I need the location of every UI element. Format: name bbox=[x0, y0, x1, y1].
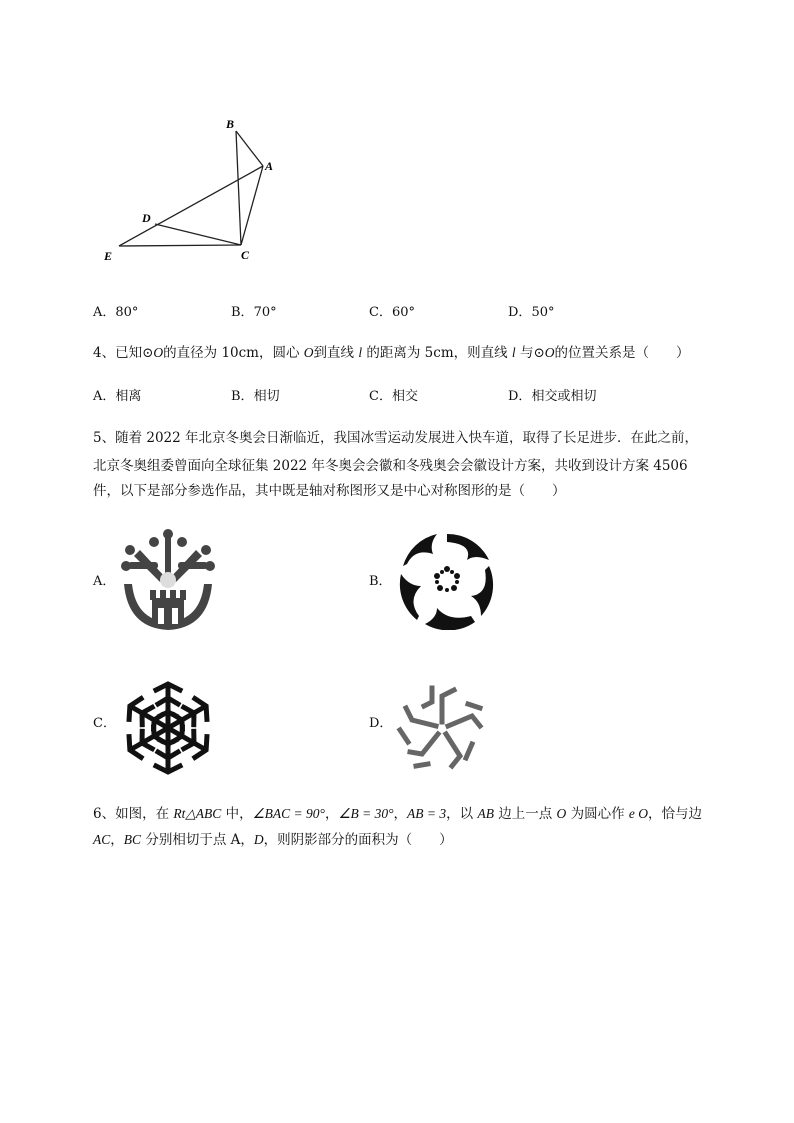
q4-text: 的位置关系是（ ） bbox=[554, 345, 690, 361]
q6-text: ，以 bbox=[446, 806, 478, 822]
option-text: 相切 bbox=[253, 389, 280, 404]
option-key: D． bbox=[508, 305, 532, 320]
option-key: C． bbox=[369, 305, 392, 320]
option-text: 相交 bbox=[391, 389, 418, 404]
snowflake-emblem-a-image bbox=[120, 528, 216, 632]
option-text: 相交或相切 bbox=[531, 389, 597, 404]
option-key: B． bbox=[231, 389, 254, 404]
q4-option-d bbox=[508, 385, 596, 409]
q6-angle-bac: ∠BAC = 90° bbox=[252, 806, 325, 821]
segment-ba bbox=[236, 131, 263, 166]
pinwheel-emblem-d-image bbox=[396, 682, 488, 772]
q6-var-bc: BC bbox=[123, 832, 142, 847]
snowflake-emblem-c-image bbox=[120, 680, 216, 776]
q4-option-c bbox=[369, 385, 418, 409]
q6-text: ， bbox=[110, 832, 124, 848]
q4-option-b bbox=[231, 385, 280, 409]
q6-angle-b: ∠B = 30° bbox=[338, 806, 394, 821]
q4-text: 与⊙ bbox=[515, 345, 545, 361]
segment-ea bbox=[119, 166, 263, 246]
option-key: A． bbox=[93, 305, 116, 320]
flower-emblem-b-image bbox=[397, 530, 497, 630]
q5-option-d-key: D． bbox=[369, 716, 393, 731]
q6-text: ，恰与边 bbox=[648, 806, 703, 822]
q6-text: ， bbox=[393, 806, 408, 822]
q5-option-a-key: A． bbox=[93, 574, 116, 589]
q6-text: 6、如图，在 bbox=[93, 806, 174, 822]
q5-line-1: 5、随着 2022 年北京冬奥会日渐临近，我国冰雪运动发展进入快车道，取得了长足进步．在此之前， bbox=[93, 430, 699, 446]
q6-text: 中， bbox=[221, 806, 253, 822]
segment-dc bbox=[155, 224, 241, 245]
segment-ac bbox=[241, 166, 263, 245]
option-key: C． bbox=[369, 389, 392, 404]
q4-var-o: O bbox=[303, 345, 314, 360]
q6-text: ，则阴影部分的面积为（ ） bbox=[263, 832, 453, 848]
q6-text: ， bbox=[324, 806, 339, 822]
q6-text: 分别相切于点 A， bbox=[141, 832, 254, 848]
q5-line-2: 北京冬奥组委曾面向全球征集 2022 年冬奥会会徽和冬残奥会会徽设计方案，共收到设计方案 4506 bbox=[93, 458, 688, 474]
q6-var-ac: AC bbox=[93, 832, 111, 847]
label-c: C bbox=[241, 248, 250, 262]
q3-option-c bbox=[369, 301, 415, 325]
segment-bc bbox=[236, 131, 241, 245]
q4-text: 的距离为 5cm，则直线 bbox=[362, 345, 512, 361]
label-b: B bbox=[226, 117, 235, 131]
q6-var-ab: AB bbox=[477, 806, 494, 821]
q6-triangle: Rt△ABC bbox=[173, 806, 222, 821]
q5-option-c-key: C． bbox=[93, 716, 116, 731]
q6-ab-length: AB = 3 bbox=[407, 806, 447, 821]
q3-geometry-figure bbox=[95, 110, 295, 270]
q6-line-1 bbox=[93, 802, 702, 826]
segment-ec bbox=[119, 245, 241, 246]
label-e: E bbox=[104, 249, 113, 263]
q6-var-d: D bbox=[253, 832, 264, 847]
q4-var-l: l bbox=[511, 345, 516, 360]
option-text: 60° bbox=[391, 305, 415, 320]
q3-option-d bbox=[508, 301, 554, 325]
option-text: 相离 bbox=[115, 389, 142, 404]
q3-option-b bbox=[231, 301, 277, 325]
q4-var-o: O bbox=[153, 345, 164, 360]
q6-line-2 bbox=[93, 828, 453, 852]
q6-circle-o: e O bbox=[628, 806, 649, 821]
label-d: D bbox=[142, 211, 151, 225]
q3-option-a bbox=[93, 301, 138, 325]
q4-var-o: O bbox=[544, 345, 555, 360]
q6-var-o: O bbox=[556, 806, 567, 821]
q5-option-b-key: B． bbox=[369, 574, 392, 589]
q6-text: 为圆心作 bbox=[566, 806, 629, 822]
option-key: D． bbox=[508, 389, 532, 404]
q4-text: 的直径为 10cm，圆心 bbox=[163, 345, 304, 361]
option-key: B． bbox=[231, 305, 254, 320]
q4-option-a bbox=[93, 385, 141, 409]
q4-text: 到直线 bbox=[313, 345, 359, 361]
q4-var-l: l bbox=[358, 345, 363, 360]
label-a: A bbox=[265, 159, 274, 173]
q5-line-3: 件，以下是部分参选作品，其中既是轴对称图形又是中心对称图形的是（ ） bbox=[93, 483, 566, 499]
option-text: 50° bbox=[531, 305, 555, 320]
option-text: 70° bbox=[253, 305, 277, 320]
q4-text: 4、已知⊙ bbox=[93, 345, 154, 361]
q4-question bbox=[93, 341, 690, 365]
option-text: 80° bbox=[115, 305, 139, 320]
q6-text: 边上一点 bbox=[493, 806, 557, 822]
option-key: A． bbox=[93, 389, 116, 404]
